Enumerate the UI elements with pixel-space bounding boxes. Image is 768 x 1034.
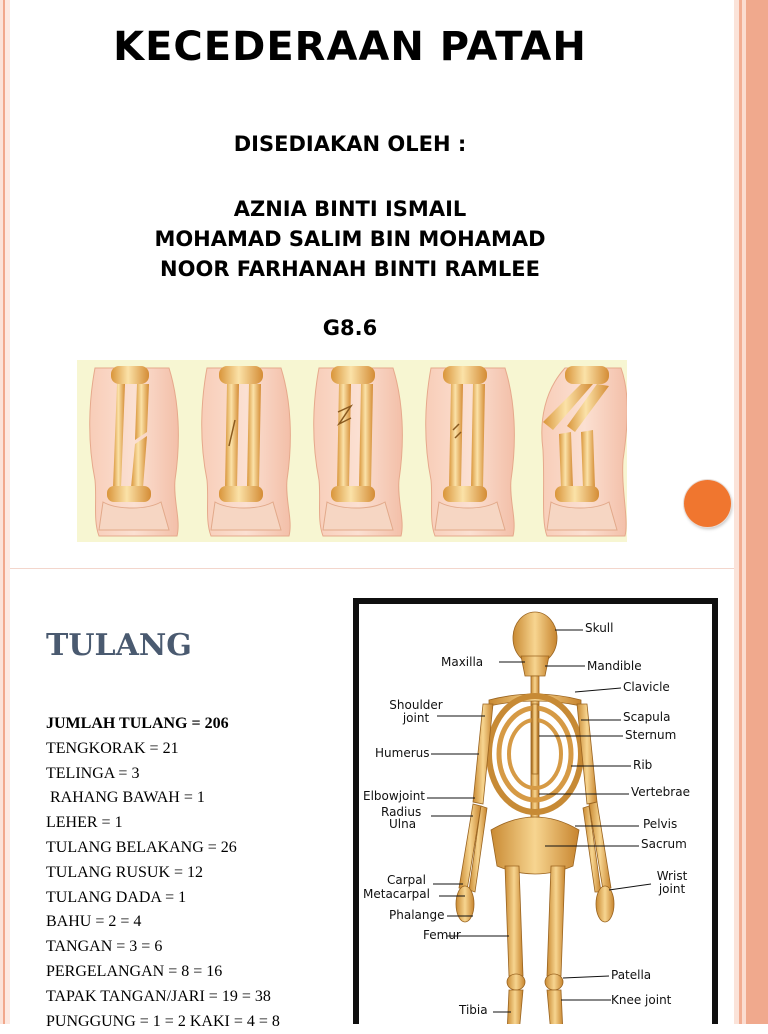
- bone-count-item: LEHER = 1: [46, 814, 123, 832]
- bone-count-item: TENGKORAK = 21: [46, 739, 179, 757]
- label-patella: Patella: [611, 968, 652, 982]
- label-shoulder-line: Shoulder: [389, 698, 443, 712]
- bone-count-item: TAPAK TANGAN/JARI = 19 = 38: [46, 987, 271, 1005]
- leg-fracture-3-icon: [314, 366, 403, 536]
- label-humerus: Humerus: [375, 746, 430, 760]
- label-tibia: Tibia: [459, 1003, 488, 1017]
- label-knee-joint: Knee joint: [611, 993, 672, 1007]
- label-clavicle: Clavicle: [623, 680, 670, 694]
- bone-count-item: TELINGA = 3: [46, 764, 140, 782]
- label-sacrum: Sacrum: [641, 837, 687, 851]
- leg-fracture-4-icon: [426, 366, 515, 536]
- leg-fracture-1-icon: [90, 366, 179, 536]
- group-code: G8.6: [322, 316, 378, 340]
- leg-fracture-types-illustration: [77, 360, 627, 542]
- label-femur: Femur: [423, 928, 461, 942]
- bone-count-item: BAHU = 2 = 4: [46, 913, 142, 931]
- label-joint-line: joint: [658, 882, 686, 896]
- label-vertebrae: Vertebrae: [631, 785, 690, 799]
- bone-count-list: [46, 712, 346, 1034]
- section-heading: TULANG: [46, 628, 192, 663]
- bone-count-item: TULANG DADA = 1: [46, 888, 187, 906]
- slide-title: KECEDERAAN PATAH: [113, 24, 587, 70]
- human-skeleton-illustration: [353, 598, 718, 1024]
- right-decorative-border: [734, 0, 768, 1024]
- label-shoulder-joint: [381, 699, 451, 725]
- bone-count-item: PERGELANGAN = 8 = 16: [46, 962, 223, 980]
- label-rib: Rib: [633, 758, 653, 772]
- slide-divider: [10, 568, 734, 569]
- label-joint-line: joint: [402, 711, 430, 725]
- label-sternum: Sternum: [625, 728, 677, 742]
- label-elbow-joint: Elbowjoint: [363, 789, 426, 803]
- bone-count-item: RAHANG BAWAH = 1: [46, 789, 205, 807]
- label-radius: Radius: [381, 805, 422, 819]
- author-name: NOOR FARHANAH BINTI RAMLEE: [160, 257, 540, 281]
- leg-fracture-2-icon: [202, 366, 291, 536]
- bone-count-item: TANGAN = 3 = 6: [46, 938, 163, 956]
- label-skull: Skull: [585, 621, 614, 635]
- label-metacarpal: Metacarpal: [363, 887, 430, 901]
- label-wrist-joint: [647, 870, 697, 896]
- leg-fracture-5-icon: [542, 366, 627, 536]
- label-pelvis: Pelvis: [643, 817, 678, 831]
- label-maxilla: Maxilla: [441, 655, 484, 669]
- bone-count-item: TULANG BELAKANG = 26: [46, 838, 237, 856]
- label-scapula: Scapula: [623, 710, 671, 724]
- prepared-by-label: DISEDIAKAN OLEH :: [233, 132, 467, 156]
- orange-circle-icon: [684, 480, 731, 527]
- bone-count-item: PUNGGUNG = 1 = 2 KAKI = 4 = 8: [46, 1012, 280, 1030]
- author-name: MOHAMAD SALIM BIN MOHAMAD: [154, 227, 546, 251]
- bone-count-item: TULANG RUSUK = 12: [46, 863, 204, 881]
- author-name: AZNIA BINTI ISMAIL: [233, 197, 467, 221]
- label-phalange: Phalange: [389, 908, 445, 922]
- left-decorative-border: [0, 0, 10, 1024]
- label-mandible: Mandible: [587, 659, 642, 673]
- bone-total: JUMLAH TULANG = 206: [46, 715, 229, 732]
- label-carpal: Carpal: [387, 873, 426, 887]
- label-wrist-line: Wrist: [656, 869, 688, 883]
- author-list: [40, 194, 660, 284]
- label-ulna: Ulna: [389, 817, 417, 831]
